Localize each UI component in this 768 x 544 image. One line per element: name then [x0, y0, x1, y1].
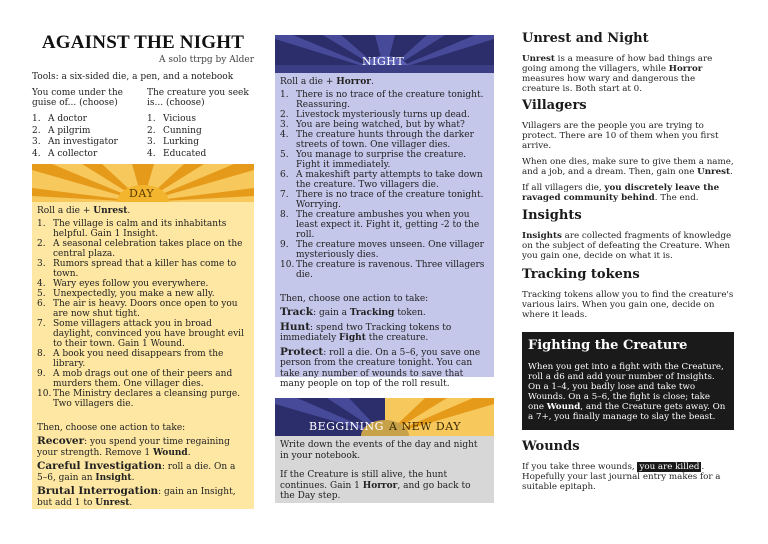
list-item: 4. A collector: [32, 148, 98, 159]
column-night: [275, 0, 494, 503]
fighting-heading: Fighting the Creature: [528, 338, 688, 353]
villagers-heading: Villagers: [522, 98, 587, 113]
new-day-panel: [275, 398, 494, 503]
setup-choices: [32, 88, 254, 160]
villagers-p3: If all villagers die, you discretely leave the ravaged community behind. The end.: [522, 183, 720, 203]
wounds-heading: Wounds: [522, 439, 580, 454]
new-day-label-a: BEGGINING: [309, 420, 384, 433]
tracking-text: Tracking tokens allow you to find the creature's various lairs. When you gain one, decide on where it leads.: [522, 290, 734, 320]
new-day-rules: [275, 436, 494, 502]
new-day-label-b: A NEW DAY: [389, 420, 461, 433]
list-item: 7. There is no trace of the creature tonight. Worrying.: [280, 189, 484, 210]
list-item: 8. The creature ambushes you when you least expect it. Fight it, getting -2 to the roll.: [280, 209, 480, 240]
list-item: 9. A mob drags out one of their peers and murders them. One villager dies.: [37, 368, 233, 389]
villagers-p2: When one dies, make sure to give them a name, and a job, and a dream. Then, gain one Unrest.: [522, 157, 734, 177]
insights-heading: Insights: [522, 208, 582, 223]
list-item: 5. You manage to surprise the creature. Fight it immediately.: [280, 149, 467, 170]
list-item: 1. A doctor: [32, 114, 87, 124]
unrest-night-heading: Unrest and Night: [522, 31, 649, 46]
creature-choice: [147, 88, 254, 160]
new-day-p1: Write down the events of the day and night in your notebook.: [280, 440, 478, 461]
list-item: 4. The creature hunts through the darker streets of town. One villager dies.: [280, 129, 474, 150]
day-panel: [32, 164, 254, 509]
byline: A solo ttrpg by Alder: [159, 55, 254, 65]
action-protect: Protect: roll a die. On a 5–6, you save one person from the creature tonight. You can take any number of wounds to save that many people on top of the roll result.: [280, 345, 481, 389]
list-item: 3. Rumors spread that a killer has come to town.: [37, 258, 237, 279]
day-roll-instruction: Roll a die + Unrest.: [37, 206, 131, 216]
list-item: 8. A book you need disappears from the library.: [37, 348, 224, 369]
new-day-banner: [275, 398, 494, 436]
creature-list: [147, 114, 254, 160]
day-label: DAY: [129, 187, 155, 200]
page-title: AGAINST THE NIGHT: [41, 32, 245, 53]
list-item: 10. The creature is ravenous. Three villagers die.: [280, 259, 485, 280]
night-choose-action: Then, choose one action to take:: [280, 293, 429, 304]
action-careful-investigation: Careful Investigation: roll a die. On a 5–6, gain an Insight.: [37, 460, 236, 483]
unrest-night-text: Unrest is a measure of how bad things are going among the villagers, while Horror measures how wary and dangerous the creature is. Both start at 0.: [522, 54, 713, 94]
action-brutal-interrogation: Brutal Interrogation: gain an Insight, but add 1 to Unrest.: [37, 485, 236, 508]
night-panel: [275, 35, 494, 389]
list-item: 1. There is no trace of the creature tonight. Reassuring.: [280, 89, 484, 110]
list-item: 6. The air is heavy. Doors once open to you are now shut tight.: [37, 298, 238, 319]
column-setup-day: [32, 0, 254, 509]
day-rules: [32, 202, 254, 508]
fighting-text: When you get into a fight with the Creature, roll a d6 and add your number of Insights. On a 1–4, you badly lose and take two Wounds. On a 5–6, the fight is close; take one Wound, and the Creature gets away. On a 7+, you finally manage to slay the beast.: [528, 362, 726, 422]
list-item: 10. The Ministry declares a cleansing purge. Two villagers die.: [37, 388, 241, 409]
insights-text: Insights are collected fragments of knowledge on the subject of defeating the Creature. When you gain one, decide on what it is.: [522, 231, 732, 261]
night-banner: [275, 35, 494, 73]
dawn-icon: [275, 398, 494, 436]
day-choose-action: Then, choose one action to take:: [37, 422, 186, 433]
list-item: 9. The creature moves unseen. One villager mysteriously dies.: [280, 239, 484, 260]
list-item: 2. Livestock mysteriously turns up dead.: [280, 109, 470, 120]
list-item: 1. The village is calm and its inhabitants helpful. Gain 1 Insight.: [37, 218, 227, 239]
guise-choice: [32, 88, 139, 160]
column-rules: [522, 0, 734, 492]
fighting-box: [522, 332, 734, 430]
new-day-p2: If the Creature is still alive, the hunt continues. Gain 1 Horror, and go back to the Day step.: [280, 470, 471, 501]
day-table: [37, 219, 248, 409]
list-item: 4. Educated: [147, 148, 207, 159]
list-item: 3. You are being watched, but by what?: [280, 119, 465, 130]
night-roll-instruction: Roll a die + Horror.: [280, 77, 374, 87]
list-item: 3. An investigator: [32, 137, 118, 147]
action-track: Track: gain a Tracking token.: [280, 306, 426, 318]
list-item: 6. A makeshift party attempts to take down the creature. Two villagers die.: [280, 169, 483, 190]
tools-line: Tools: a six-sided die, a pen, and a notebook: [32, 72, 234, 82]
list-item: 2. Cunning: [147, 125, 202, 136]
list-item: 2. A seasonal celebration takes place on the central plaza.: [37, 238, 243, 259]
list-item: 5. Unexpectedly, you make a new ally.: [37, 288, 215, 299]
tracking-heading: Tracking tokens: [522, 267, 640, 282]
creature-heading: The creature you seek is... (choose): [147, 88, 249, 108]
guise-list: [32, 114, 139, 160]
list-item: 2. A pilgrim: [32, 125, 91, 136]
action-recover: Recover: you spend your time regaining your strength. Remove 1 Wound.: [37, 435, 230, 458]
day-banner: [32, 164, 254, 202]
guise-heading: You come under the guise of... (choose): [32, 88, 123, 108]
villagers-p1: Villagers are the people you are trying to protect. There are 10 of them when you first arrive.: [522, 121, 719, 151]
night-label: NIGHT: [362, 55, 405, 68]
action-hunt: Hunt: spend two Tracking tokens to immediately Fight the creature.: [280, 320, 452, 343]
list-item: 3. Lurking: [147, 137, 199, 147]
list-item: 1. Vicious: [147, 114, 196, 124]
night-table: [280, 90, 488, 280]
list-item: 4. Wary eyes follow you everywhere.: [37, 278, 209, 289]
night-rules: [275, 73, 494, 390]
list-item: 7. Some villagers attack you in broad daylight, convinced you have brought evil to their town. Gain 1 Wound.: [37, 318, 244, 349]
wounds-text: If you take three wounds, you are killed . Hopefully your last journal entry makes for a suitable epitaph.: [522, 462, 721, 492]
